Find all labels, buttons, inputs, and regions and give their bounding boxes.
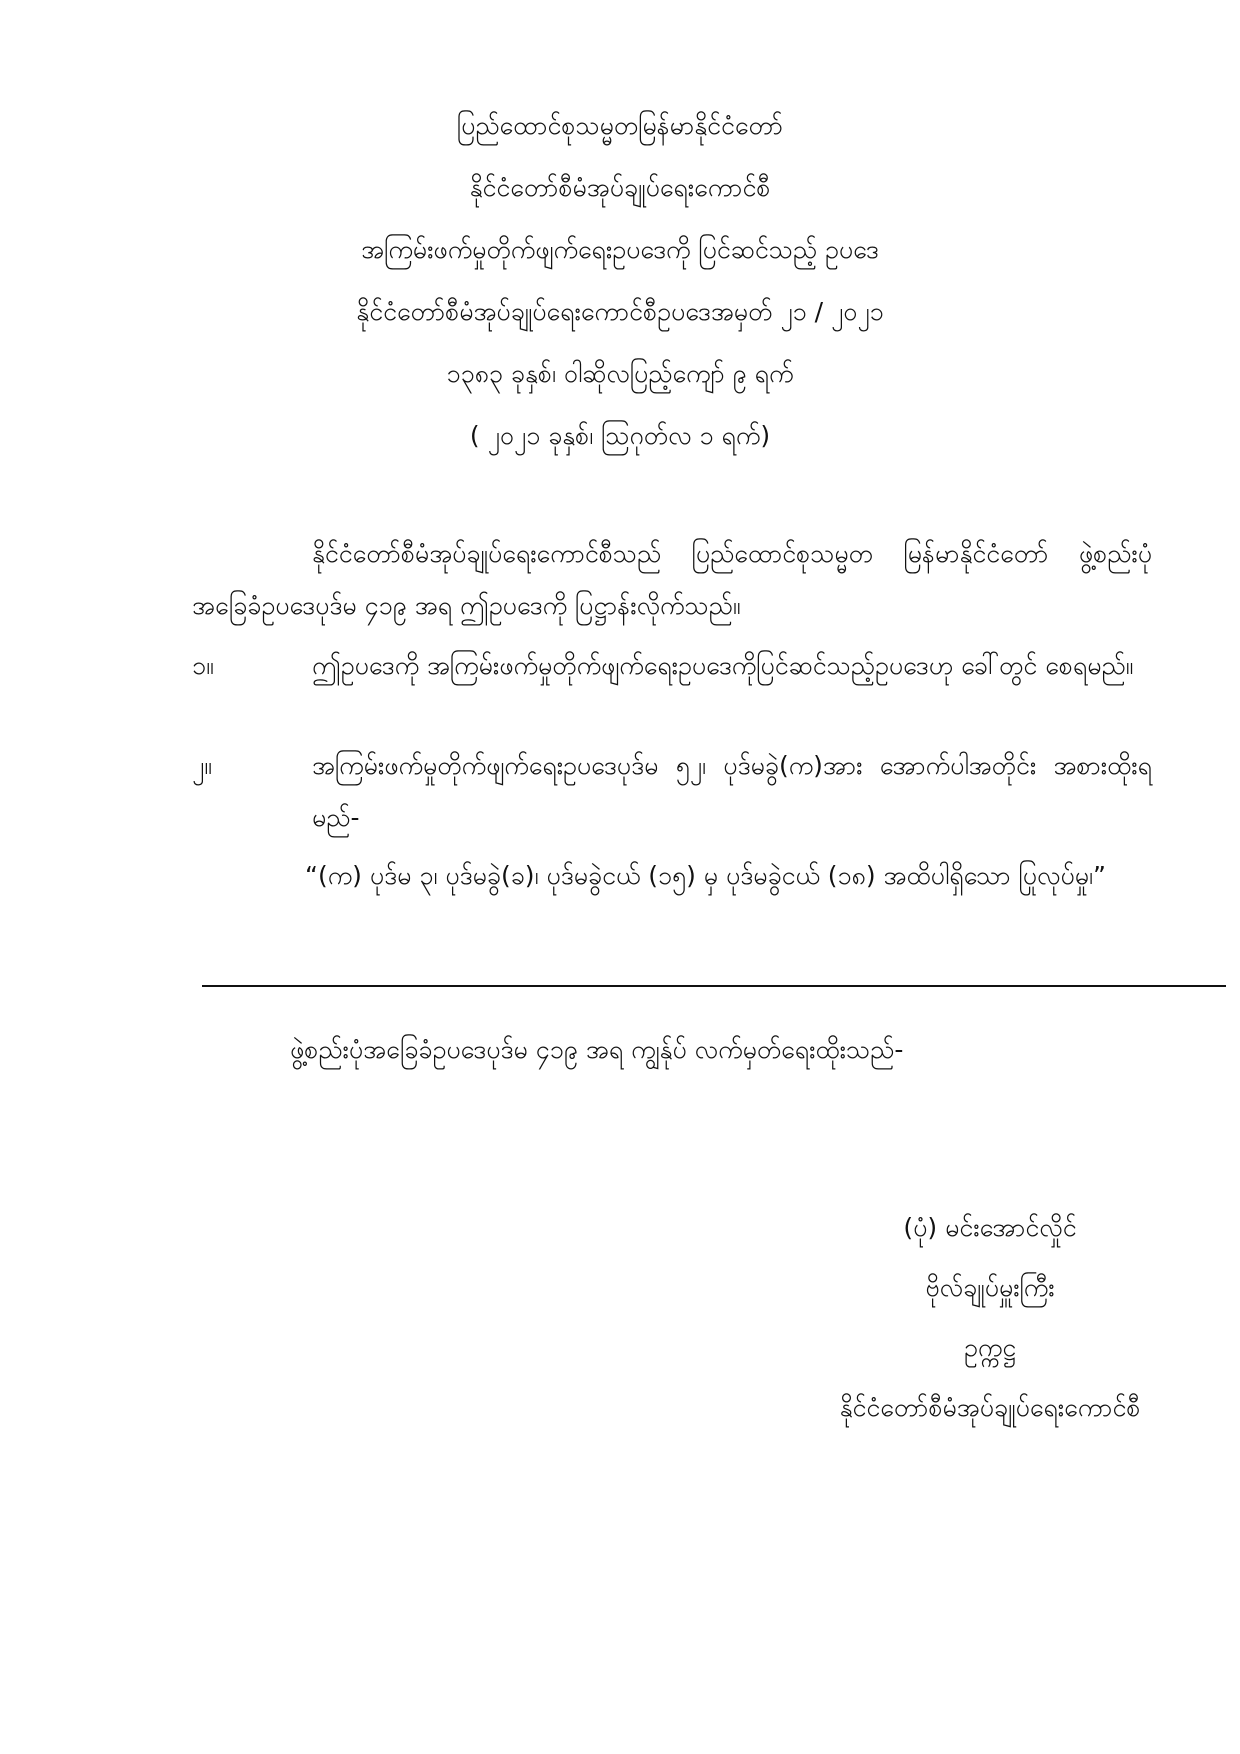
council-name: နိုင်ငံတော်စီမံအုပ်ချုပ်ရေးကောင်စီ [469,173,771,202]
signing-statement: ဖွဲ့စည်းပုံအခြေခံဥပဒေပုဒ်မ ၄၁၉ အရ ကျွန်ုပ် လက်မှတ်ရေးထိုးသည်- [290,1035,904,1064]
signature-block [780,1198,1200,1438]
law-title: အကြမ်းဖက်မှုတိုက်ဖျက်ရေးဥပဒေကို ပြင်ဆင်သည့် ဥပဒေ [361,235,879,264]
signatory-organization: နိုင်ငံတော်စီမံအုပ်ချုပ်ရေးကောင်စီ [839,1393,1141,1422]
section-text: ဤဥပဒေကို အကြမ်းဖက်မှုတိုက်ဖျက်ရေးဥပဒေကိုပြင်ဆင်သည့်ဥပဒေဟု ခေါ်တွင် စေရမည်။ [312,651,1134,680]
country-name: ပြည်ထောင်စုသမ္မတမြန်မာနိုင်ငံတော် [456,111,784,140]
myanmar-date: ၁၃၈၃ ခုနှစ်၊ ဝါဆိုလပြည့်ကျော် ၉ ရက် [446,359,794,388]
section-text: အကြမ်းဖက်မှုတိုက်ဖျက်ရေးဥပဒေပုဒ်မ ၅၂၊ ပုဒ်မခွဲ(က)အား အောက်ပါအတိုင်း အစားထိုးရမည်- [312,751,1152,832]
signatory-name: (ပုံ) မင်းအောင်လှိုင် [903,1213,1077,1242]
section-1 [192,640,1152,692]
gregorian-date: ( ၂၀၂၁ ခုနှစ်၊ ဩဂုတ်လ ၁ ရက်) [469,421,771,450]
preamble-paragraph: နိုင်ငံတော်စီမံအုပ်ချုပ်ရေးကောင်စီသည် ပြည်ထောင်စုသမ္မတ မြန်မာနိုင်ငံတော် ဖွဲ့စည်းပုံအခြေခံဥပဒေပုဒ်မ ၄၁၉ အရ ဤဥပဒေကို ပြဋ္ဌာန်းလိုက်သည်။ [192,539,1152,620]
section-number: ၂။ [192,751,212,780]
preamble-block [192,528,1152,632]
signatory-rank: ဗိုလ်ချုပ်မှူးကြီး [925,1273,1055,1302]
section-2 [192,740,1152,844]
section-number: ၁။ [192,651,214,680]
signatory-title: ဥက္ကဋ္ဌ [964,1333,1016,1362]
amendment-quote: “(က) ပုဒ်မ ၃၊ ပုဒ်မခွဲ(ခ)၊ ပုဒ်မခွဲငယ် (၁၅) မှ ပုဒ်မခွဲငယ် (၁၈) အထိပါရှိသော ပြုလုပ်မှု၊” [305,861,1106,890]
law-number: နိုင်ငံတော်စီမံအုပ်ချုပ်ရေးကောင်စီဥပဒေအမှတ် ၂၁ / ၂၀၂၁ [356,297,884,326]
document-header [0,95,1240,467]
horizontal-rule [202,985,1226,987]
